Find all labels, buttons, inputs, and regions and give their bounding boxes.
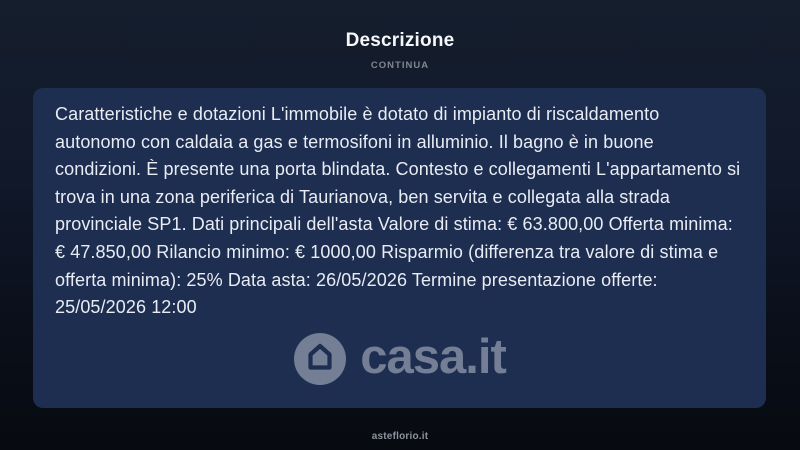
footer-site-label: asteflorio.it — [371, 431, 429, 442]
page-title: Descrizione — [345, 30, 455, 51]
page-header — [0, 0, 800, 71]
description-card — [33, 88, 766, 408]
casa-it-watermark — [33, 329, 766, 386]
house-circle-icon — [293, 332, 347, 386]
casa-it-wordmark: casa.it — [360, 329, 506, 384]
description-text: Caratteristiche e dotazioni L'immobile è dotato di impianto di riscaldamento autonomo con caldaia a gas e termosifoni in alluminio. Il bagno è in buone condizioni. È presente una porta blindata. Contesto e collegamenti L'appartamento si trova in una zona periferica di Taurianova, ben servita e collegata alla strada provinciale SP1. Dati principali dell'asta Valore di stima: € 63.800,00 Offerta minima: € 47.850,00 Rilancio minimo: € 1000,00 Risparmio (differenza tra valore di stima e offerta minima): 25% Data asta: 26/05/2026 Termine presentazione offerte: 25/05/2026 12:00 — [55, 104, 741, 318]
continua-label: CONTINUA — [370, 60, 430, 71]
